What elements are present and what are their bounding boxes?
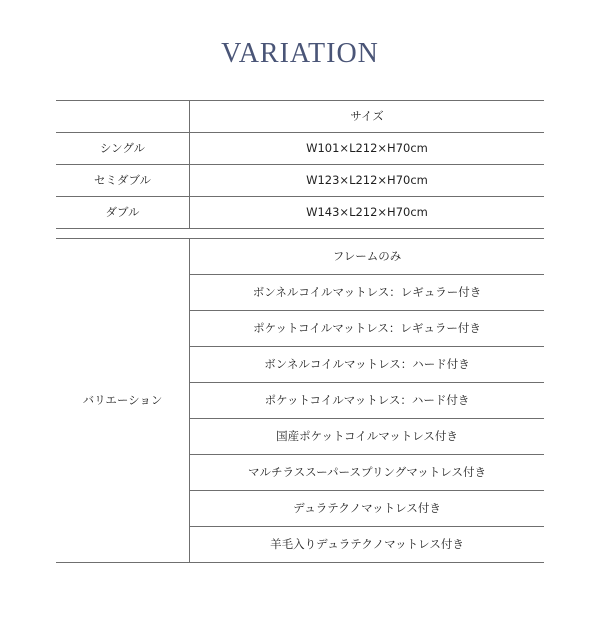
table-divider <box>56 228 544 229</box>
variation-option: ポケットコイルマットレス：ハード付き <box>264 393 470 407</box>
variation-option: ボンネルコイルマットレス：レギュラー付き <box>252 285 482 299</box>
size-row-value: W123×L212×H70cm <box>306 173 428 187</box>
variation-option: ボンネルコイルマットレス：ハード付き <box>264 357 470 371</box>
variation-option: マルチラススーパースプリングマットレス付き <box>248 465 486 479</box>
size-row-value: W143×L212×H70cm <box>306 205 428 219</box>
size-row-name: セミダブル <box>93 173 152 187</box>
size-column-header: サイズ <box>350 109 384 123</box>
variation-option: フレームのみ <box>332 249 402 263</box>
size-row-value: W101×L212×H70cm <box>306 141 428 155</box>
variation-option: デュラテクノマットレス付き <box>293 501 441 515</box>
variation-option: 羊毛入りデュラテクノマットレス付き <box>270 537 464 551</box>
size-row-name: シングル <box>99 141 146 155</box>
table-divider <box>56 562 544 563</box>
variation-option: 国産ポケットコイルマットレス付き <box>276 429 458 443</box>
page-title: VARIATION <box>221 38 379 69</box>
variation-option: ポケットコイルマットレス：レギュラー付き <box>253 321 481 335</box>
size-row-name: ダブル <box>105 205 140 219</box>
variation-label: バリエーション <box>82 393 163 407</box>
